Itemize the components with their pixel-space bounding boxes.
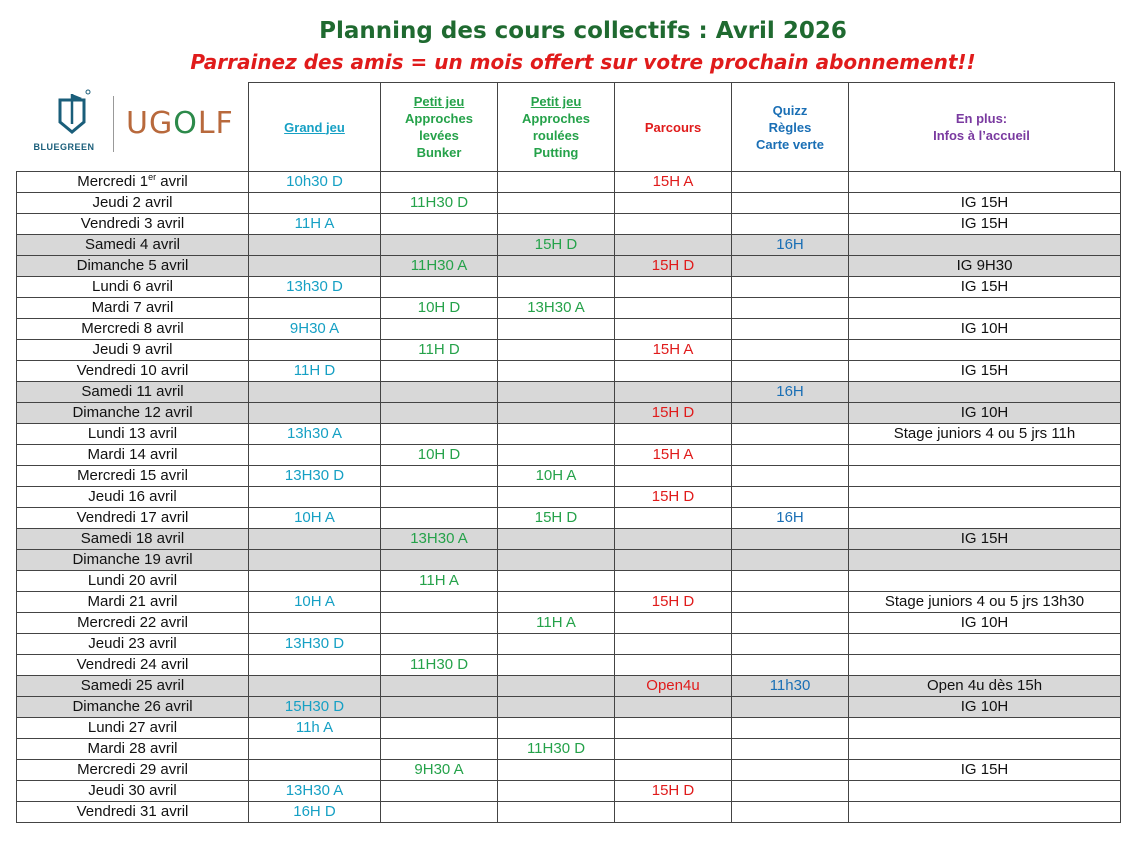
en-plus-cell: IG 15H [849, 361, 1121, 382]
en-plus-cell [849, 550, 1121, 571]
petit-jeu-levees-cell: 10H D [381, 298, 498, 319]
en-plus-cell: IG 15H [849, 529, 1121, 550]
quizz-cell [732, 739, 849, 760]
grand-jeu-cell [249, 298, 381, 319]
quizz-cell [732, 319, 849, 340]
grand-jeu-cell: 11h A [249, 718, 381, 739]
table-row [17, 361, 1121, 382]
table-row [17, 571, 1121, 592]
petit-jeu-levees-cell [381, 277, 498, 298]
petit-jeu-roulees-cell [498, 277, 615, 298]
grand-jeu-cell [249, 193, 381, 214]
table-row [17, 340, 1121, 361]
logo-block [22, 80, 238, 168]
grand-jeu-cell: 10h30 D [249, 172, 381, 193]
quizz-cell [732, 571, 849, 592]
table-row [17, 613, 1121, 634]
grand-jeu-cell: 11H A [249, 214, 381, 235]
quizz-cell [732, 403, 849, 424]
header-grand-jeu: Grand jeu [249, 83, 381, 172]
petit-jeu-levees-cell [381, 613, 498, 634]
petit-jeu-levees-cell [381, 382, 498, 403]
parcours-cell [615, 235, 732, 256]
day-cell: Vendredi 17 avril [17, 508, 249, 529]
grand-jeu-cell: 15H30 D [249, 697, 381, 718]
parcours-cell [615, 277, 732, 298]
bluegreen-wordmark: BLUEGREEN [33, 142, 95, 152]
grand-jeu-cell: 13h30 A [249, 424, 381, 445]
parcours-cell [615, 529, 732, 550]
parcours-cell: 15H A [615, 340, 732, 361]
table-row [17, 781, 1121, 802]
quizz-cell [732, 613, 849, 634]
petit-jeu-levees-cell [381, 802, 498, 823]
petit-jeu-roulees-cell [498, 319, 615, 340]
en-plus-cell: IG 10H [849, 403, 1121, 424]
page-subtitle: Parrainez des amis = un mois offert sur votre prochain abonnement!! [190, 50, 976, 74]
en-plus-cell: Open 4u dès 15h [849, 676, 1121, 697]
table-row [17, 424, 1121, 445]
petit-jeu-levees-cell: 13H30 A [381, 529, 498, 550]
en-plus-cell: IG 15H [849, 193, 1121, 214]
parcours-cell: 15H D [615, 403, 732, 424]
grand-jeu-cell [249, 403, 381, 424]
day-cell: Mercredi 22 avril [17, 613, 249, 634]
quizz-cell: 11h30 [732, 676, 849, 697]
quizz-cell [732, 592, 849, 613]
table-row [17, 655, 1121, 676]
day-cell: Mardi 14 avril [17, 445, 249, 466]
petit-jeu-levees-cell [381, 424, 498, 445]
quizz-cell [732, 781, 849, 802]
en-plus-cell [849, 508, 1121, 529]
parcours-cell: 15H D [615, 487, 732, 508]
grand-jeu-cell: 13h30 D [249, 277, 381, 298]
day-cell: Vendredi 24 avril [17, 655, 249, 676]
day-cell: Lundi 6 avril [17, 277, 249, 298]
petit-jeu-roulees-cell: 15H D [498, 508, 615, 529]
petit-jeu-levees-cell [381, 739, 498, 760]
grand-jeu-cell [249, 676, 381, 697]
header-parcours: Parcours [615, 83, 732, 172]
schedule-table [16, 171, 1121, 823]
grand-jeu-cell [249, 235, 381, 256]
grand-jeu-cell: 10H A [249, 508, 381, 529]
parcours-cell [615, 424, 732, 445]
table-row [17, 508, 1121, 529]
table-row [17, 739, 1121, 760]
quizz-cell [732, 487, 849, 508]
grand-jeu-cell [249, 256, 381, 277]
en-plus-cell [849, 655, 1121, 676]
page-title: Planning des cours collectifs : Avril 2026 [319, 18, 847, 44]
en-plus-cell [849, 487, 1121, 508]
petit-jeu-roulees-cell [498, 340, 615, 361]
quizz-cell [732, 340, 849, 361]
day-cell: Jeudi 9 avril [17, 340, 249, 361]
day-cell: Mercredi 8 avril [17, 319, 249, 340]
day-cell: Dimanche 5 avril [17, 256, 249, 277]
petit-jeu-roulees-cell: 13H30 A [498, 298, 615, 319]
petit-jeu-roulees-cell [498, 571, 615, 592]
parcours-cell: 15H A [615, 445, 732, 466]
petit-jeu-levees-cell [381, 319, 498, 340]
en-plus-cell: IG 10H [849, 319, 1121, 340]
quizz-cell [732, 277, 849, 298]
grand-jeu-cell [249, 529, 381, 550]
quizz-cell: 16H [732, 235, 849, 256]
petit-jeu-levees-cell [381, 466, 498, 487]
grand-jeu-cell: 10H A [249, 592, 381, 613]
grand-jeu-cell [249, 487, 381, 508]
quizz-cell [732, 214, 849, 235]
petit-jeu-levees-cell: 11H30 D [381, 655, 498, 676]
header-petit-jeu-levees: Petit jeu Approches levées Bunker [381, 83, 498, 172]
en-plus-cell [849, 739, 1121, 760]
petit-jeu-roulees-cell [498, 487, 615, 508]
quizz-cell: 16H [732, 508, 849, 529]
petit-jeu-levees-cell [381, 718, 498, 739]
petit-jeu-roulees-cell: 11H A [498, 613, 615, 634]
day-cell: Mardi 21 avril [17, 592, 249, 613]
day-cell: Dimanche 12 avril [17, 403, 249, 424]
en-plus-cell [849, 298, 1121, 319]
quizz-cell [732, 718, 849, 739]
en-plus-cell: Stage juniors 4 ou 5 jrs 11h [849, 424, 1121, 445]
quizz-cell [732, 445, 849, 466]
parcours-cell [615, 361, 732, 382]
petit-jeu-levees-cell [381, 235, 498, 256]
grand-jeu-cell [249, 760, 381, 781]
petit-jeu-roulees-cell [498, 781, 615, 802]
table-row [17, 718, 1121, 739]
en-plus-cell [849, 718, 1121, 739]
parcours-cell [615, 613, 732, 634]
day-cell: Lundi 27 avril [17, 718, 249, 739]
grand-jeu-cell [249, 340, 381, 361]
table-row [17, 760, 1121, 781]
petit-jeu-roulees-cell [498, 760, 615, 781]
petit-jeu-levees-cell [381, 361, 498, 382]
day-cell: Lundi 20 avril [17, 571, 249, 592]
en-plus-cell [849, 172, 1121, 193]
day-cell: Jeudi 16 avril [17, 487, 249, 508]
petit-jeu-roulees-cell: 10H A [498, 466, 615, 487]
grand-jeu-cell [249, 739, 381, 760]
grand-jeu-cell [249, 613, 381, 634]
table-row [17, 592, 1121, 613]
table-row [17, 214, 1121, 235]
petit-jeu-roulees-cell [498, 172, 615, 193]
day-cell: Mercredi 15 avril [17, 466, 249, 487]
parcours-cell: 15H A [615, 172, 732, 193]
petit-jeu-roulees-cell [498, 193, 615, 214]
table-row [17, 193, 1121, 214]
day-cell: Mercredi 1er avril [17, 172, 249, 193]
ugolf-wordmark: UGOLF [126, 106, 234, 141]
en-plus-cell: IG 10H [849, 613, 1121, 634]
parcours-cell [615, 571, 732, 592]
petit-jeu-roulees-cell [498, 655, 615, 676]
quizz-cell [732, 256, 849, 277]
day-cell: Jeudi 23 avril [17, 634, 249, 655]
day-cell: Vendredi 3 avril [17, 214, 249, 235]
day-cell: Lundi 13 avril [17, 424, 249, 445]
quizz-cell: 16H [732, 382, 849, 403]
petit-jeu-levees-cell [381, 634, 498, 655]
petit-jeu-levees-cell [381, 676, 498, 697]
grand-jeu-cell [249, 445, 381, 466]
table-row [17, 466, 1121, 487]
table-row [17, 403, 1121, 424]
en-plus-cell [849, 466, 1121, 487]
petit-jeu-levees-cell: 11H30 A [381, 256, 498, 277]
parcours-cell [615, 466, 732, 487]
petit-jeu-levees-cell: 11H A [381, 571, 498, 592]
en-plus-cell: Stage juniors 4 ou 5 jrs 13h30 [849, 592, 1121, 613]
petit-jeu-roulees-cell [498, 445, 615, 466]
day-cell: Vendredi 31 avril [17, 802, 249, 823]
grand-jeu-cell: 13H30 D [249, 466, 381, 487]
day-cell: Dimanche 26 avril [17, 697, 249, 718]
parcours-cell [615, 655, 732, 676]
parcours-cell: 15H D [615, 256, 732, 277]
quizz-cell [732, 802, 849, 823]
table-row [17, 550, 1121, 571]
petit-jeu-levees-cell [381, 697, 498, 718]
petit-jeu-levees-cell: 11H D [381, 340, 498, 361]
table-row [17, 802, 1121, 823]
petit-jeu-roulees-cell [498, 424, 615, 445]
grand-jeu-cell [249, 655, 381, 676]
petit-jeu-roulees-cell [498, 256, 615, 277]
en-plus-cell [849, 781, 1121, 802]
table-row [17, 445, 1121, 466]
petit-jeu-roulees-cell: 15H D [498, 235, 615, 256]
petit-jeu-levees-cell [381, 172, 498, 193]
parcours-cell [615, 382, 732, 403]
grand-jeu-cell [249, 382, 381, 403]
grand-jeu-cell: 13H30 D [249, 634, 381, 655]
grand-jeu-cell: 16H D [249, 802, 381, 823]
parcours-cell: 15H D [615, 592, 732, 613]
parcours-cell [615, 634, 732, 655]
petit-jeu-levees-cell [381, 214, 498, 235]
petit-jeu-levees-cell: 10H D [381, 445, 498, 466]
en-plus-cell: IG 9H30 [849, 256, 1121, 277]
table-row [17, 529, 1121, 550]
logo-divider [113, 96, 114, 152]
petit-jeu-levees-cell [381, 508, 498, 529]
petit-jeu-levees-cell [381, 550, 498, 571]
bluegreen-logo-icon [44, 88, 100, 138]
petit-jeu-roulees-cell [498, 361, 615, 382]
quizz-cell [732, 193, 849, 214]
table-row [17, 319, 1121, 340]
table-row [17, 634, 1121, 655]
table-row [17, 172, 1121, 193]
day-cell: Mardi 7 avril [17, 298, 249, 319]
grand-jeu-cell [249, 571, 381, 592]
header-petit-jeu-roulees: Petit jeu Approches roulées Putting [498, 83, 615, 172]
petit-jeu-roulees-cell [498, 634, 615, 655]
quizz-cell [732, 697, 849, 718]
parcours-cell [615, 550, 732, 571]
petit-jeu-roulees-cell [498, 550, 615, 571]
day-cell: Samedi 25 avril [17, 676, 249, 697]
parcours-cell [615, 802, 732, 823]
petit-jeu-roulees-cell [498, 718, 615, 739]
quizz-cell [732, 361, 849, 382]
petit-jeu-levees-cell: 11H30 D [381, 193, 498, 214]
header-en-plus: En plus: Infos à l’accueil [849, 83, 1115, 172]
day-cell: Jeudi 30 avril [17, 781, 249, 802]
petit-jeu-roulees-cell [498, 697, 615, 718]
quizz-cell [732, 466, 849, 487]
petit-jeu-roulees-cell: 11H30 D [498, 739, 615, 760]
day-cell: Vendredi 10 avril [17, 361, 249, 382]
quizz-cell [732, 529, 849, 550]
grand-jeu-cell [249, 550, 381, 571]
quizz-cell [732, 172, 849, 193]
table-row [17, 382, 1121, 403]
parcours-cell [615, 739, 732, 760]
parcours-cell [615, 319, 732, 340]
parcours-cell [615, 298, 732, 319]
en-plus-cell [849, 340, 1121, 361]
table-row [17, 487, 1121, 508]
day-cell: Samedi 18 avril [17, 529, 249, 550]
table-row [17, 676, 1121, 697]
table-row [17, 697, 1121, 718]
en-plus-cell [849, 802, 1121, 823]
day-cell: Jeudi 2 avril [17, 193, 249, 214]
petit-jeu-roulees-cell [498, 592, 615, 613]
petit-jeu-roulees-cell [498, 403, 615, 424]
en-plus-cell [849, 634, 1121, 655]
en-plus-cell: IG 15H [849, 760, 1121, 781]
table-row [17, 298, 1121, 319]
table-row [17, 235, 1121, 256]
parcours-cell [615, 508, 732, 529]
table-row [17, 256, 1121, 277]
parcours-cell [615, 193, 732, 214]
day-cell: Samedi 4 avril [17, 235, 249, 256]
header-quizz: Quizz Règles Carte verte [732, 83, 849, 172]
petit-jeu-levees-cell: 9H30 A [381, 760, 498, 781]
en-plus-cell: IG 15H [849, 214, 1121, 235]
en-plus-cell: IG 15H [849, 277, 1121, 298]
grand-jeu-cell: 11H D [249, 361, 381, 382]
quizz-cell [732, 655, 849, 676]
petit-jeu-roulees-cell [498, 382, 615, 403]
table-row [17, 277, 1121, 298]
petit-jeu-levees-cell [381, 781, 498, 802]
grand-jeu-cell: 9H30 A [249, 319, 381, 340]
petit-jeu-roulees-cell [498, 529, 615, 550]
quizz-cell [732, 550, 849, 571]
petit-jeu-roulees-cell [498, 802, 615, 823]
petit-jeu-roulees-cell [498, 676, 615, 697]
petit-jeu-levees-cell [381, 592, 498, 613]
petit-jeu-roulees-cell [498, 214, 615, 235]
petit-jeu-levees-cell [381, 403, 498, 424]
quizz-cell [732, 298, 849, 319]
grand-jeu-cell: 13H30 A [249, 781, 381, 802]
parcours-cell [615, 214, 732, 235]
quizz-cell [732, 424, 849, 445]
parcours-cell [615, 718, 732, 739]
en-plus-cell: IG 10H [849, 697, 1121, 718]
en-plus-cell [849, 571, 1121, 592]
day-cell: Mercredi 29 avril [17, 760, 249, 781]
parcours-cell [615, 760, 732, 781]
parcours-cell: Open4u [615, 676, 732, 697]
day-cell: Samedi 11 avril [17, 382, 249, 403]
petit-jeu-levees-cell [381, 487, 498, 508]
en-plus-cell [849, 382, 1121, 403]
day-cell: Dimanche 19 avril [17, 550, 249, 571]
parcours-cell: 15H D [615, 781, 732, 802]
en-plus-cell [849, 235, 1121, 256]
en-plus-cell [849, 445, 1121, 466]
parcours-cell [615, 697, 732, 718]
schedule-header [248, 82, 1115, 172]
quizz-cell [732, 760, 849, 781]
day-cell: Mardi 28 avril [17, 739, 249, 760]
quizz-cell [732, 634, 849, 655]
